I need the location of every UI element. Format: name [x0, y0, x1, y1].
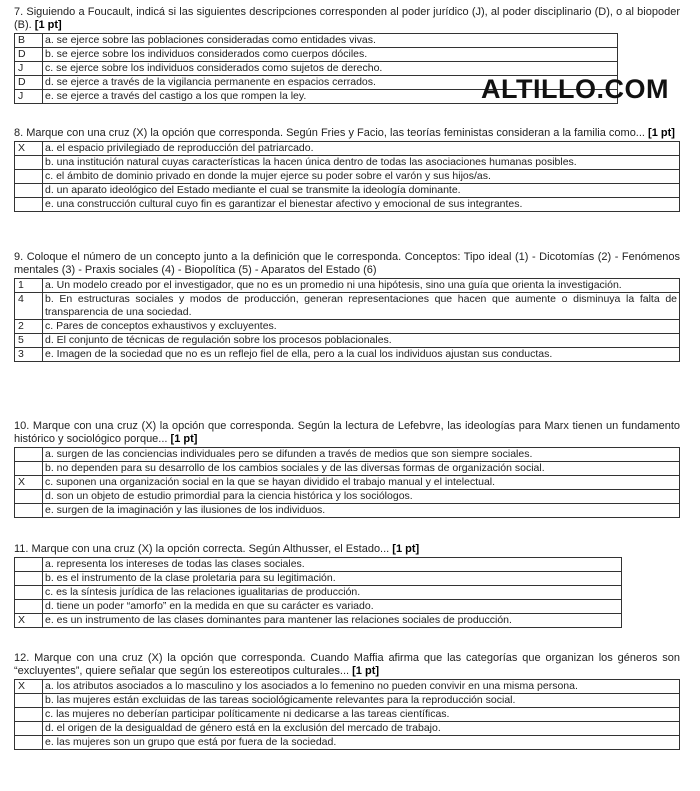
table-row: X a. el espacio privilegiado de reproducción del patriarcado. — [15, 142, 680, 156]
question-prompt: 8. Marque con una cruz (X) la opción que corresponda. Según Fries y Facio, las teorías feministas consideran a la familia como... [1 pt] — [14, 127, 675, 139]
table-row: b. no dependen para su desarrollo de los cambios sociales y de las diversas formas de organización social. — [15, 462, 680, 476]
table-row: X a. los atributos asociados a lo masculino y los asociados a lo femenino no pueden convivir en una misma persona. — [15, 680, 680, 694]
answer-table — [14, 679, 680, 750]
table-row: c. es la síntesis jurídica de las relaciones igualitarias de producción. — [15, 586, 622, 600]
table-row: d. el origen de la desigualdad de género está en la exclusión del mercado de trabajo. — [15, 722, 680, 736]
table-row: D b. se ejerce sobre los individuos considerados como cuerpos dóciles. — [15, 48, 618, 62]
table-row: b. una institución natural cuyas características la hacen única dentro de todas las asociaciones humanas posibles. — [15, 156, 680, 170]
table-row: e. surgen de la imaginación y las ilusiones de los individuos. — [15, 504, 680, 518]
question-prompt: 7. Siguiendo a Foucault, indicá si las siguientes descripciones corresponden al poder jurídico (J), al poder disciplinario (D), o al biopoder (B). [1 pt] — [14, 6, 680, 31]
table-row: d. tiene un poder “amorfo” en la medida en que su carácter es variado. — [15, 600, 622, 614]
table-row: 1 a. Un modelo creado por el investigador, que no es un promedio ni una hipótesis, sino una guía que orienta la investigación. — [15, 279, 680, 293]
altillo-logo: ALTILLO.COM — [481, 74, 669, 104]
table-row: b. las mujeres están excluidas de las tareas sociológicamente relevantes para la reproducción social. — [15, 694, 680, 708]
answer-table — [14, 278, 680, 362]
table-row: X c. suponen una organización social en la que se hayan dividido el trabajo manual y el intelectual. — [15, 476, 680, 490]
answer-table — [14, 141, 680, 212]
table-row: a. surgen de las conciencias individuales pero se difunden a través de medios que son siempre sociales. — [15, 448, 680, 462]
table-row: J e. se ejerce a través del castigo a los que rompen la ley. — [15, 90, 618, 104]
table-row: e. una construcción cultural cuyo fin es garantizar el bienestar afectivo y emocional de sus integrantes. — [15, 198, 680, 212]
table-row: J c. se ejerce sobre los individuos considerados como sujetos de derecho. — [15, 62, 618, 76]
table-row: e. las mujeres son un grupo que está por fuera de la sociedad. — [15, 736, 680, 750]
question-prompt: 11. Marque con una cruz (X) la opción correcta. Según Althusser, el Estado... [1 pt] — [14, 543, 420, 555]
question-prompt: 10. Marque con una cruz (X) la opción que corresponda. Según la lectura de Lefebvre, las ideologías para Marx tienen un fundamento histórico y sociológico porque... [1 pt] — [14, 420, 680, 445]
table-row: D d. se ejerce a través de la vigilancia permanente en espacios cerrados. — [15, 76, 618, 90]
table-row: 3 e. Imagen de la sociedad que no es un reflejo fiel de ella, pero a la cual los individuos ajustan sus conductas. — [15, 348, 680, 362]
question-12 — [14, 652, 680, 750]
table-row: B a. se ejerce sobre las poblaciones consideradas como entidades vivas. — [15, 34, 618, 48]
table-row: c. el ámbito de dominio privado en donde la mujer ejerce su poder sobre el varón y sus hijos/as. — [15, 170, 680, 184]
question-prompt: 9. Coloque el número de un concepto junto a la definición que le corresponda. Conceptos: Tipo ideal (1) - Dicotomías (2) - Fenómenos mentales (3) - Praxis sociales (4) - Biopolítica (5) - Aparatos del Estado (6) — [14, 251, 680, 276]
question-10 — [14, 420, 680, 518]
table-row: d. un aparato ideológico del Estado mediante el cual se transmite la ideología dominante. — [15, 184, 680, 198]
table-row: c. las mujeres no deberían participar políticamente ni dedicarse a las tareas científicas. — [15, 708, 680, 722]
table-row: X e. es un instrumento de las clases dominantes para mantener las relaciones sociales de producción. — [15, 614, 622, 628]
question-11 — [14, 543, 680, 628]
table-row: a. representa los intereses de todas las clases sociales. — [15, 558, 622, 572]
table-row: d. son un objeto de estudio primordial para la ciencia histórica y los sociólogos. — [15, 490, 680, 504]
question-8 — [14, 127, 680, 212]
table-row: 2 c. Pares de conceptos exhaustivos y excluyentes. — [15, 320, 680, 334]
table-row: 4 b. En estructuras sociales y modos de producción, generan representaciones que hacen que aumente o disminuya la falta de transparencia de una sociedad. — [15, 293, 680, 320]
table-row: b. es el instrumento de la clase proletaria para su legitimación. — [15, 572, 622, 586]
question-9 — [14, 251, 680, 362]
table-row: 5 d. El conjunto de técnicas de regulación sobre los procesos poblacionales. — [15, 334, 680, 348]
answer-table — [14, 447, 680, 518]
answer-table — [14, 557, 622, 628]
question-prompt: 12. Marque con una cruz (X) la opción que corresponda. Cuando Maffia afirma que las categorías que organizan los géneros son “excluyentes”, quiere señalar que según los estereotipos culturales... [1 pt] — [14, 652, 680, 677]
